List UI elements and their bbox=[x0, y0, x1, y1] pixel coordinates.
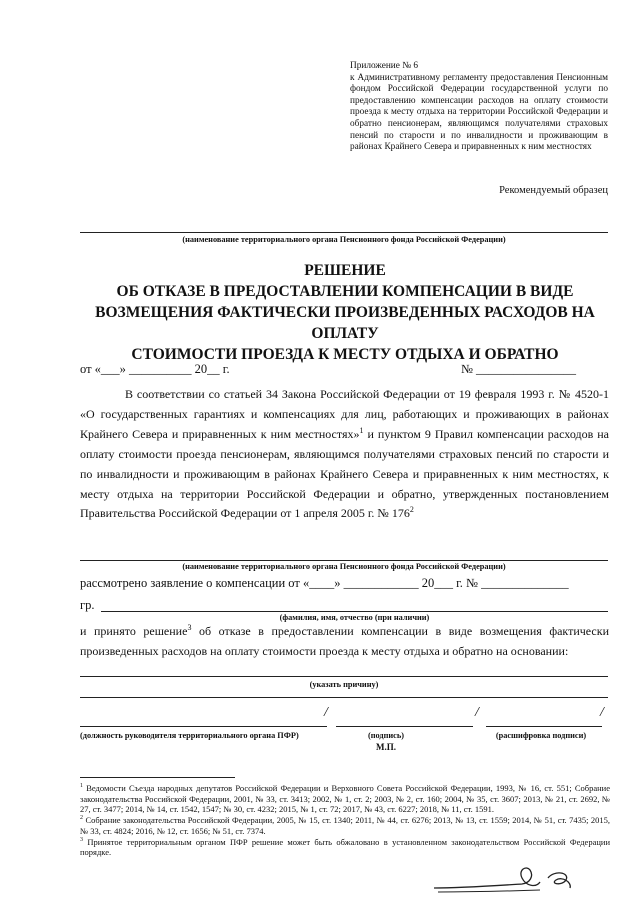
slash-separator-2: / bbox=[475, 705, 479, 720]
sample-label: Рекомендуемый образец bbox=[499, 185, 608, 196]
heading-line-3: ВОЗМЕЩЕНИЯ ФАКТИЧЕСКИ ПРОИЗВЕДЕННЫХ РАСХОДОВ НА ОПЛАТУ bbox=[95, 304, 595, 342]
appendix-body: к Административному регламенту предоставления Пенсионным фондом Российской Федерации государственной услуги по предоставлению компенсации расходов на оплату стоимости проезда к месту отдыха на территории Российской Федерации и обратно пенсионерам, являющимся получателями страховых пенсий по старости и по инвалидности и проживающим в районах Крайнего Севера и приравненных к ним местностях bbox=[350, 72, 608, 153]
decision-paragraph bbox=[80, 622, 609, 662]
footnote-3-text: Принятое территориальным органом ПФР решение может быть обжаловано в установленном законодательством Российской Федерации порядке. bbox=[80, 836, 610, 858]
slash-separator-3: / bbox=[600, 705, 604, 720]
signature-caption: (подпись) bbox=[367, 731, 405, 740]
footnote-ref-2: 2 bbox=[409, 505, 414, 515]
footnote-1-text: Ведомости Съезда народных депутатов Российской Федерации и Верховного Совета Российской Федерации, 1993, № 16, ст. 551; Собрание законодательства Российской Федерации, 2001, № 33, ст. 3413; 2002, № 1, ст. 2; 2003, № 2, ст. 160; 2004, № 35, ст. 3607; 2013, № 21, ст. 2692, № 27, ст. 3477; 2014, № 14, ст. 1542, 1547; № 30, ст. 4232; 2015, № 1, ст. 72; 2017, № 43, ст. 6227; 2018, № 11, ст. 1591. bbox=[80, 783, 611, 815]
org-name-line bbox=[80, 232, 608, 233]
stamp-label: М.П. bbox=[376, 742, 396, 752]
doc-heading bbox=[60, 260, 630, 365]
footnote-2-num: 2 bbox=[80, 815, 83, 822]
main-paragraph bbox=[80, 385, 609, 524]
heading-line-1: РЕШЕНИЕ bbox=[304, 262, 386, 279]
footnote-ref-3: 3 bbox=[187, 623, 192, 632]
appendix-title: Приложение № 6 bbox=[350, 61, 419, 71]
footnote-ref-1: 1 bbox=[359, 425, 364, 435]
main-paragraph-part-1: В соответствии со статьей 34 Закона Российской Федерации от 19 февраля 1993 г. № 4520-1 «О государственных гарантиях и компенсациях для лиц, работающих и проживающих в районах Крайнего Севера и приравненных к ним местностях» bbox=[80, 387, 609, 441]
decision-part-1: и принято решение bbox=[80, 624, 188, 638]
date-line: от «___» __________ 20__ г. bbox=[80, 362, 230, 376]
heading-line-4: СТОИМОСТИ ПРОЕЗДА К МЕСТУ ОТДЫХА И ОБРАТНО bbox=[131, 346, 559, 363]
citizen-prefix: гр. bbox=[80, 598, 95, 612]
heading-line-2: ОБ ОТКАЗЕ В ПРЕДОСТАВЛЕНИИ КОМПЕНСАЦИИ В ВИДЕ bbox=[116, 283, 574, 300]
footnote-2 bbox=[80, 815, 610, 836]
decision-part-2: об отказе в предоставлении компенсации в виде возмещения фактически произведенных расходов на оплату стоимости проезда к месту отдыха и обратно на основании: bbox=[80, 624, 609, 658]
footnote-3 bbox=[80, 837, 610, 858]
reviewed-line: рассмотрено заявление о компенсации от «____» ____________ 20___ г. № ______________ bbox=[80, 576, 569, 590]
org-caption-mid: (наименование территориального органа Пенсионного фонда Российской Федерации) bbox=[182, 562, 506, 571]
main-paragraph-part-2: и пунктом 9 Правил компенсации расходов на оплату стоимости проезда пенсионерам, являющимся получателями страховых пенсий по старости и по инвалидности и проживающим в районах Крайнего Севера и приравненных к ним местностях, к месту отдыха на территории Российской Федерации и обратно, утвержденных постановлением Правительства Российской Федерации от 1 апреля 2005 г. № 176 bbox=[80, 426, 609, 521]
footnote-rule bbox=[80, 777, 235, 778]
reason-line-2 bbox=[80, 697, 608, 698]
position-line bbox=[80, 726, 327, 727]
footnote-1 bbox=[80, 783, 610, 815]
org-name-line-2 bbox=[80, 560, 608, 561]
footnote-2-text: Собрание законодательства Российской Федерации, 2005, № 15, ст. 1340; 2011, № 44, ст. 6276; 2013, № 13, ст. 1559; 2014, № 51, ст. 7435; 2015, № 33, ст. 4824; 2016, № 12, ст. 1656; № 51, ст. 7374. bbox=[80, 815, 610, 836]
appendix-block bbox=[350, 61, 608, 154]
fio-caption: (фамилия, имя, отчество (при наличии) bbox=[279, 613, 430, 622]
reason-line bbox=[80, 676, 608, 677]
org-caption-top: (наименование территориального органа Пенсионного фонда Российской Федерации) bbox=[182, 235, 506, 244]
signature-line bbox=[336, 726, 473, 727]
number-line: № ________________ bbox=[461, 362, 577, 376]
position-caption: (должность руководителя территориального органа ПФР) bbox=[80, 731, 299, 740]
decode-line bbox=[486, 726, 602, 727]
footnote-1-num: 1 bbox=[80, 783, 83, 790]
footnotes bbox=[80, 783, 610, 858]
citizen-name-line bbox=[101, 611, 608, 612]
footnote-3-num: 3 bbox=[80, 836, 83, 843]
handwritten-signature-mark bbox=[430, 862, 580, 898]
reason-caption: (указать причину) bbox=[309, 680, 379, 689]
decode-caption: (расшифровка подписи) bbox=[495, 731, 587, 740]
slash-separator-1: / bbox=[324, 705, 328, 720]
